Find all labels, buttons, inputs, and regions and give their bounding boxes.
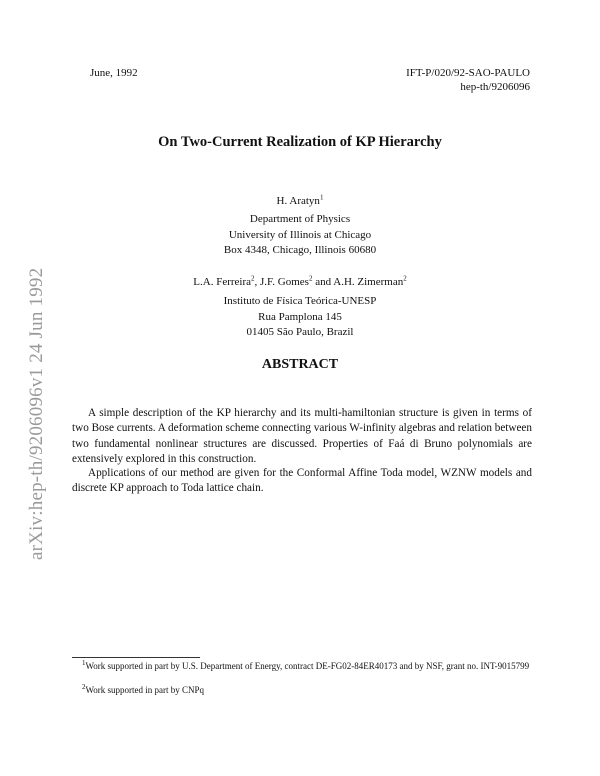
footnote-mark: 1 — [82, 659, 86, 667]
affiliation-line: Department of Physics — [249, 213, 351, 225]
author-1 — [0, 194, 600, 210]
abstract-paragraph-1: A simple description of the KP hierarchy and its multi-hamiltonian structure is given in terms of two Bose currents. A deformation scheme connecting various W-infinity algebras and relation between two fundamental nonlinear structures are discussed. Properties of Faá di Bruno polynomials are extensively explored in this construction. — [72, 407, 532, 465]
author-footnote-mark: 2 — [403, 274, 407, 283]
paper-title: On Two-Current Realization of KP Hierarchy — [158, 134, 442, 150]
header-arxiv-number: hep-th/9206096 — [460, 81, 530, 93]
affiliation-line: Instituto de Física Teórica-UNESP — [223, 295, 377, 307]
footnote-mark: 2 — [82, 683, 86, 691]
author-1-affiliation — [0, 212, 600, 259]
footnote-text: Work supported in part by U.S. Department of Energy, contract DE-FG02-84ER40173 and by NSF, grant no. INT-9015799 — [85, 661, 530, 671]
author-gomes: , J.F. Gomes — [254, 276, 309, 288]
author-footnote-mark: 2 — [308, 274, 313, 283]
affiliation-line: University of Illinois at Chicago — [228, 228, 372, 241]
footnote-rule — [72, 657, 200, 658]
author-group-2 — [0, 275, 600, 291]
footnote-text: Work supported in part by CNPq — [85, 685, 205, 695]
arxiv-sidebar-stamp: arXiv:hep-th/9206096v1 24 Jun 1992 — [26, 267, 47, 560]
affiliation-line: Box 4348, Chicago, Illinois 60680 — [223, 244, 377, 256]
footnote-1 — [72, 660, 532, 672]
affiliation-line: 01405 São Paulo, Brazil — [246, 326, 354, 338]
footnote-2 — [72, 684, 532, 696]
author-group-2-affiliation — [0, 294, 600, 341]
affiliation-line: Rua Pamplona 145 — [258, 310, 342, 323]
author-zimerman: and A.H. Zimerman — [312, 276, 404, 288]
abstract-heading: ABSTRACT — [261, 357, 339, 372]
author-1-name: H. Aratyn — [276, 195, 320, 207]
header-date: June, 1992 — [90, 67, 138, 79]
abstract-paragraph-2: Applications of our method are given for the Conformal Affine Toda model, WZNW models and discrete KP approach to Toda lattice chain. — [72, 467, 532, 495]
author-footnote-mark: 2 — [251, 274, 255, 283]
header-report-number: IFT-P/020/92-SAO-PAULO — [406, 67, 530, 79]
author-1-footnote-mark: 1 — [319, 193, 324, 202]
author-ferreira: L.A. Ferreira — [193, 276, 252, 288]
